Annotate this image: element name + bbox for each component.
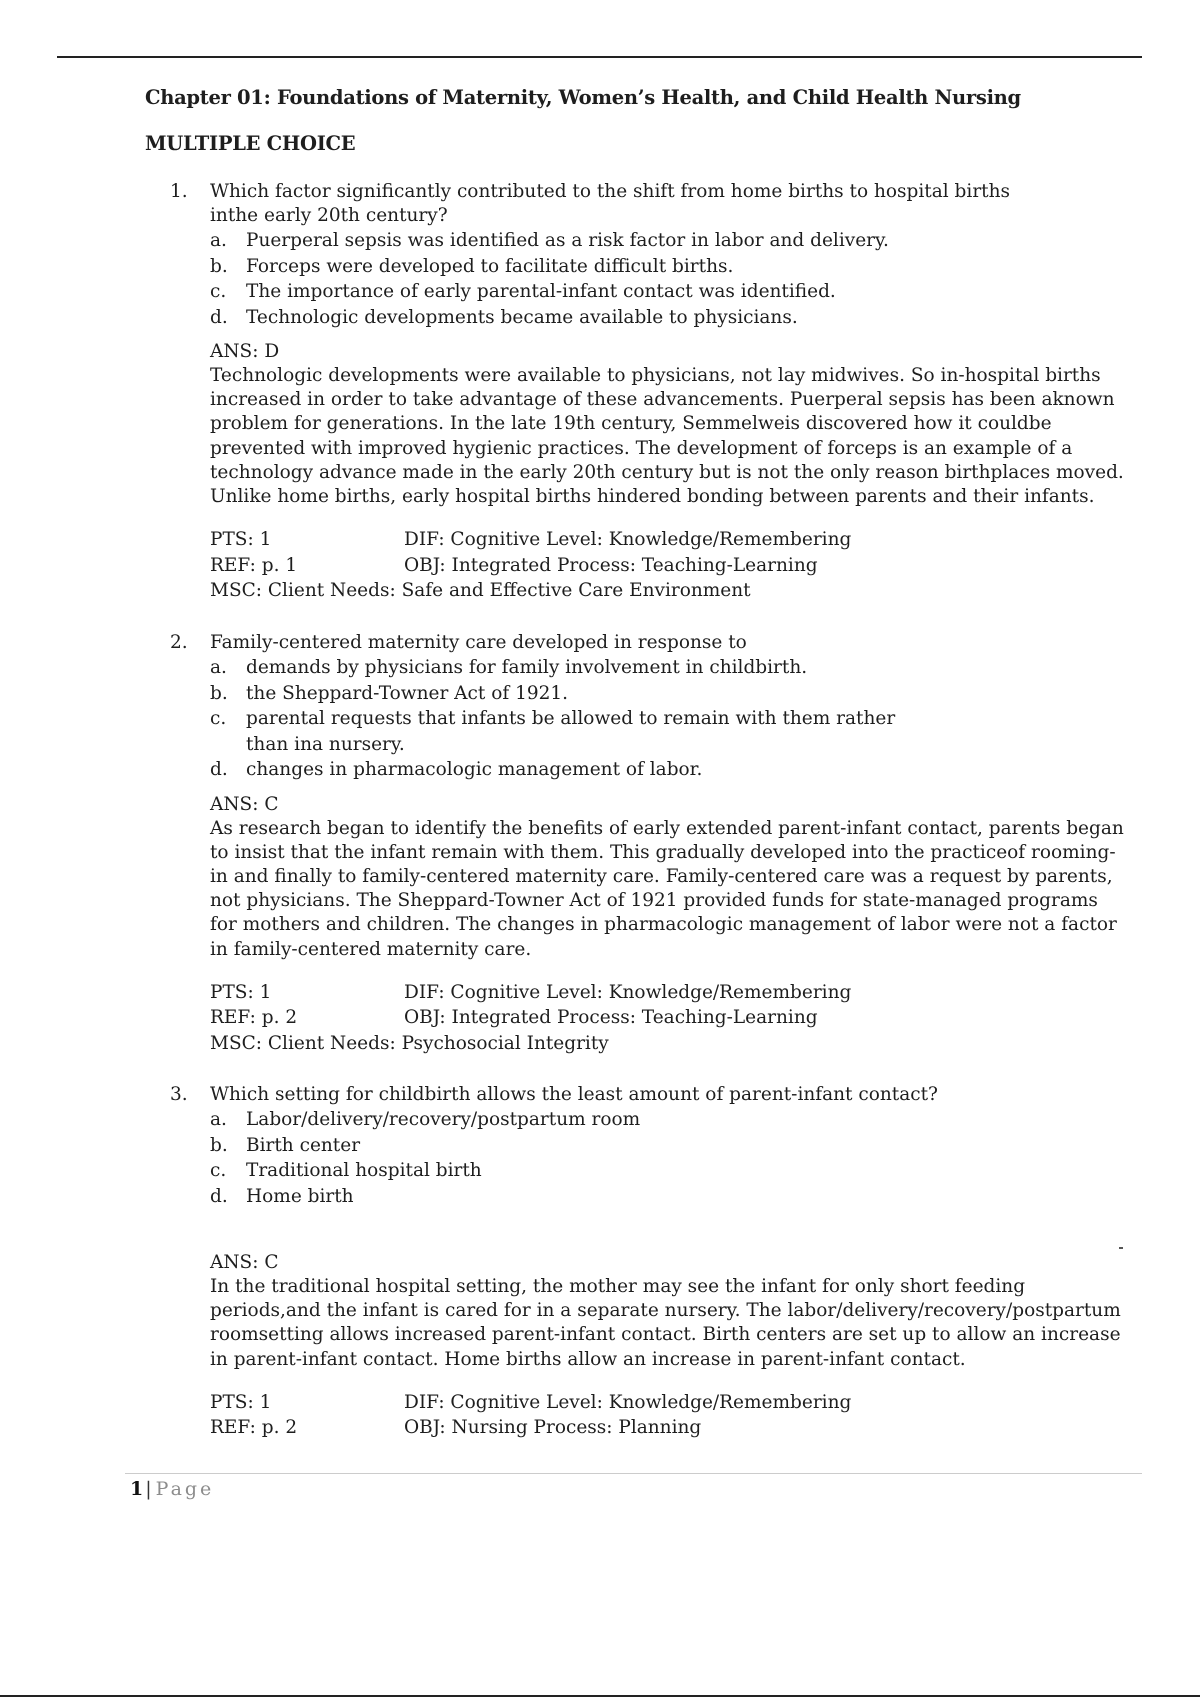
option-letter: d. [210,1185,228,1207]
option-b [210,1133,1130,1159]
chapter-title: Chapter 01: Foundations of Maternity, Women’s Health, and Child Health Nursing [145,86,1021,109]
option-text: The importance of early parental-infant contact was identified. [246,281,836,302]
page-separator: | [145,1478,152,1500]
answer-label: ANS: C [210,1252,279,1273]
pts-field: PTS: 1 [210,1391,272,1413]
option-text: Labor/delivery/recovery/postpartum room [246,1109,641,1130]
option-letter: a. [210,657,227,678]
options-list [210,228,1130,330]
option-a [210,655,1130,681]
section-title: MULTIPLE CHOICE [145,132,356,155]
question-metadata [210,1390,1130,1441]
option-text: demands by physicians for family involvement in childbirth. [246,657,808,678]
option-c [210,279,1130,305]
msc-field: MSC: Client Needs: Safe and Effective Care Environment [210,580,751,602]
answer-block [210,793,1130,962]
option-b [210,254,1130,280]
msc-field: MSC: Client Needs: Psychosocial Integrity [210,1032,609,1054]
option-d [210,1184,1130,1210]
option-letter: a. [210,230,227,251]
pts-field: PTS: 1 [210,981,272,1003]
option-text: changes in pharmacologic management of labor. [246,759,703,780]
question-metadata [210,980,1130,1057]
option-text: Technologic developments became available to physicians. [246,306,798,328]
option-text: Forceps were developed to facilitate difficult births. [246,255,734,277]
page-number: 1 [130,1478,144,1500]
option-c [210,706,1130,757]
rationale-text: Technologic developments were available to physicians, not lay midwives. So in-hospital births increased in order to take advantage of these advancements. Puerperal sepsis has been aknown problem for generations. In the late 19th century, Semmelweis discovered how it couldbe prevented with improved hygienic practices. The development of forceps is an example of a technology advance made in the early 20th century but is not the only reason birthplaces moved. Unlike home births, early hospital births hindered bonding between parents and their infants. [210,365,1124,508]
question-3 [170,1083,1130,1441]
option-text: the Sheppard-Towner Act of 1921. [246,682,569,704]
option-text: Home birth [246,1185,354,1207]
option-c [210,1158,1130,1184]
question-metadata [210,527,1130,604]
footer-rule [125,1473,1142,1474]
question-number: 1. [170,181,188,202]
option-letter: d. [210,759,228,780]
pts-field: PTS: 1 [210,529,272,551]
option-letter: b. [210,682,228,704]
option-text: Traditional hospital birth [246,1160,482,1181]
option-text: parental requests that infants be allowed to remain with them rather than ina nursery. [246,708,896,755]
option-letter: c. [210,281,227,302]
page-footer [130,1478,214,1500]
stray-mark [1119,1247,1123,1249]
option-letter: b. [210,1134,228,1156]
dif-field: DIF: Cognitive Level: Knowledge/Remembering [404,981,852,1003]
options-list [210,1107,1130,1209]
question-text: Family-centered maternity care developed in response to [210,632,747,653]
option-letter: a. [210,1109,227,1130]
answer-label: ANS: C [210,793,279,815]
question-stem [170,1083,1130,1107]
option-letter: c. [210,708,227,729]
ref-field: REF: p. 1 [210,554,298,576]
options-list [210,655,1130,783]
obj-field: OBJ: Nursing Process: Planning [404,1417,702,1439]
ref-field: REF: p. 2 [210,1417,298,1439]
question-text: Which factor significantly contributed to the shift from home births to hospital births inthe early 20th century? [210,181,1011,226]
answer-block [210,340,1130,509]
option-letter: b. [210,255,228,277]
dif-field: DIF: Cognitive Level: Knowledge/Remembering [404,1391,852,1413]
option-d [210,757,1130,783]
option-a [210,1107,1130,1133]
question-stem [170,631,1130,655]
top-rule [57,56,1142,58]
answer-label: ANS: D [210,341,280,362]
bottom-rule [0,1695,1200,1697]
ref-field: REF: p. 2 [210,1007,298,1029]
page-label: Page [155,1478,215,1500]
option-d [210,305,1130,331]
option-a [210,228,1130,254]
option-b [210,681,1130,707]
option-text: Puerperal sepsis was identified as a risk factor in labor and delivery. [246,230,889,251]
question-text: Which setting for childbirth allows the least amount of parent-infant contact? [210,1084,938,1105]
option-letter: d. [210,306,228,328]
dif-field: DIF: Cognitive Level: Knowledge/Remembering [404,529,852,551]
obj-field: OBJ: Integrated Process: Teaching-Learning [404,554,818,576]
answer-block [210,1251,1130,1372]
question-number: 3. [170,1084,188,1105]
question-stem [170,180,1130,228]
option-letter: c. [210,1160,227,1181]
obj-field: OBJ: Integrated Process: Teaching-Learning [404,1007,818,1029]
question-1 [170,180,1130,604]
rationale-text: As research began to identify the benefits of early extended parent-infant contact, parents began to insist that the infant remain with them. This gradually developed into the practiceof rooming-in and finally to family-centered maternity care. Family-centered care was a request by parents, not physicians. The Sheppard-Towner Act of 1921 provided funds for state-managed programs for mothers and children. The changes in pharmacologic management of labor were not a factor in family-centered maternity care. [210,817,1124,960]
question-number: 2. [170,632,188,653]
question-2 [170,631,1130,1056]
option-text: Birth center [246,1134,361,1156]
rationale-text: In the traditional hospital setting, the mother may see the infant for only short feeding periods,and the infant is cared for in a separate nursery. The labor/delivery/recovery/postpartum roomsetting allows increased parent-infant contact. Birth centers are set up to allow an increase in parent-infant contact. Home births allow an increase in parent-infant contact. [210,1276,1121,1370]
